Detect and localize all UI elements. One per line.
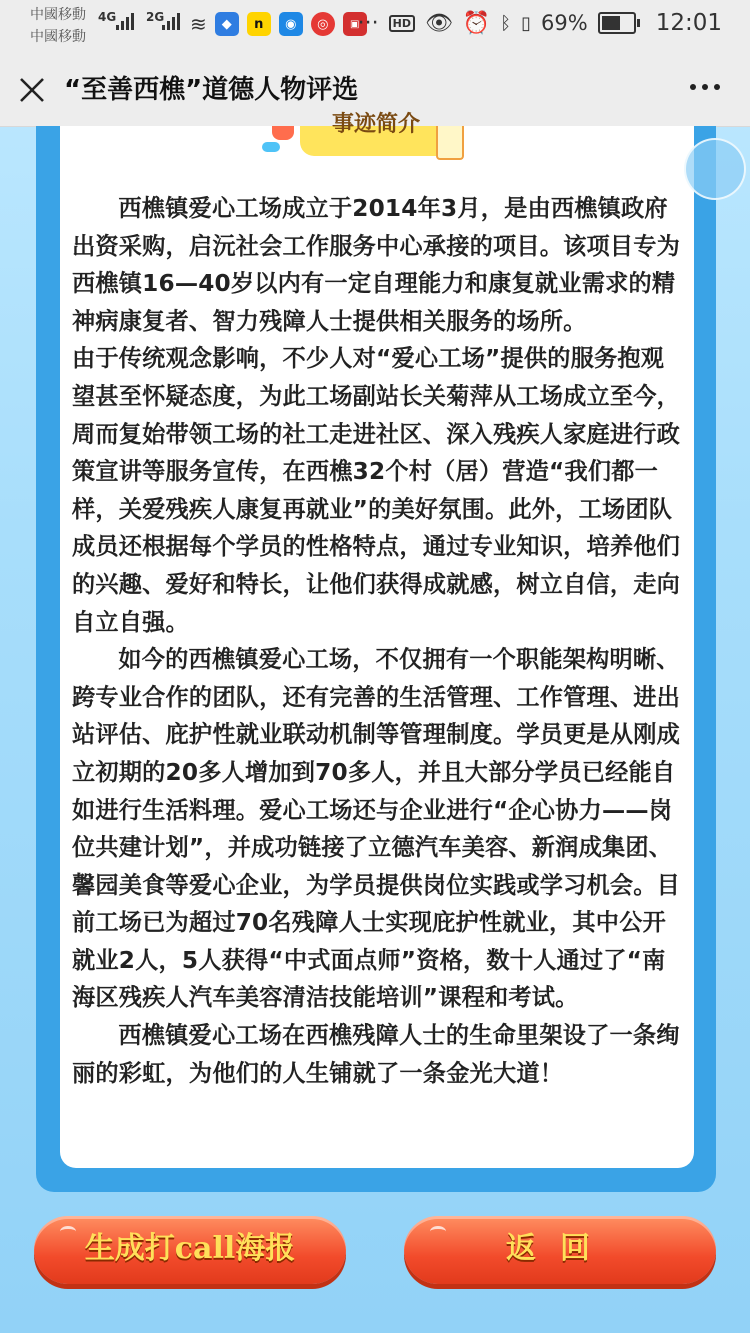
shield-app-icon: ◆ [215, 12, 239, 36]
system-status [358, 10, 722, 36]
status-bar [0, 0, 750, 54]
article-paragraph-4: 西樵镇爱心工场在西樵残障人士的生命里架设了一条绚丽的彩虹，为他们的人生铺就了一条金光大道！ [72, 1022, 680, 1087]
close-icon[interactable] [18, 76, 46, 104]
button-gloss-decoration [430, 1226, 446, 1237]
hd-icon: HD [389, 15, 415, 32]
wifi-icon: ≋ [190, 12, 207, 36]
battery-fill [602, 16, 620, 30]
clock-time: 12:01 [655, 10, 722, 36]
more-notifications-icon: ··· [357, 10, 379, 36]
article-paragraph-1: 西樵镇爱心工场成立于2014年3月，是由西樵镇政府出资采购，启沅社会工作服务中心承接的项目。该项目专为西樵镇16—40岁以内有一定自理能力和康复就业需求的精神病康复者、智力残障人士提供相关服务的场所。 [72, 195, 681, 335]
generate-poster-label: 生成打call海报 [84, 1231, 296, 1266]
signal-icon-2 [162, 13, 180, 30]
eye-icon: 👁 [424, 10, 453, 36]
back-label: 返回 [506, 1231, 614, 1266]
carrier-labels [30, 4, 86, 48]
hotspot-app-icon: ◉ [279, 12, 303, 36]
alarm-icon: ⏰ [462, 10, 491, 36]
n-app-icon: n [247, 12, 271, 36]
more-options-icon[interactable] [690, 84, 720, 90]
carrier-2: 中國移動 [30, 29, 86, 45]
back-button[interactable] [404, 1216, 716, 1284]
floating-clock-button[interactable] [684, 138, 746, 200]
notepad-icon [436, 126, 464, 160]
article-paragraph-2: 由于传统观念影响，不少人对“爱心工场”提供的服务抱观望甚至怀疑态度，为此工场副站长关菊萍从工场成立至今，周而复始带领工场的社工走进社区、深入残疾人家庭进行政策宣讲等服务宣传，在西樵32个村（居）营造“我们都一样，关爱残疾人康复再就业”的美好氛围。此外，工场团队成员还根据每个学员的性格特点，通过专业知识，培养他们的兴趣、爱好和特长，让他们获得成就感，树立自信，走向自立自强。 [72, 345, 681, 636]
star-decoration [262, 142, 280, 152]
news-app-icon: ▣ [343, 12, 367, 36]
music-app-icon: ◎ [311, 12, 335, 36]
battery-percent: 69% [541, 11, 588, 35]
generate-poster-button[interactable] [34, 1216, 346, 1284]
section-heading [300, 112, 452, 156]
network-type-2: 2G [146, 10, 165, 24]
vibrate-icon: ▯ [521, 12, 532, 34]
ribbon-decoration [272, 126, 294, 140]
section-heading-text: 事迹简介 [331, 112, 420, 137]
signal-icon [116, 13, 134, 30]
battery-icon [598, 12, 636, 34]
carrier-1: 中國移動 [30, 7, 86, 23]
article-body [72, 190, 684, 1092]
network-type-1: 4G [98, 10, 117, 24]
article-paragraph-3: 如今的西樵镇爱心工场，不仅拥有一个职能架构明晰、跨专业合作的团队，还有完善的生活管理、工作管理、进出站评估、庇护性就业联动机制等管理制度。学员更是从刚成立初期的20多人增加到70多人，并且大部分学员已经能自如进行生活料理。爱心工场还与企业进行“企心协力——岗位共建计划”，并成功链接了立德汽车美容、新润成集团、馨园美食等爱心企业，为学员提供岗位实践或学习机会。目前工场已为超过70名残障人士实现庇护性就业，其中公开就业2人，5人获得“中式面点师”资格，数十人通过了“南海区残疾人汽车美容清洁技能培训”课程和考试。 [72, 646, 681, 1012]
bluetooth-icon: ᛒ [500, 12, 512, 34]
button-gloss-decoration [60, 1226, 76, 1237]
notification-icons [190, 12, 367, 36]
page-title: “至善西樵”道德人物评选 [64, 75, 359, 105]
